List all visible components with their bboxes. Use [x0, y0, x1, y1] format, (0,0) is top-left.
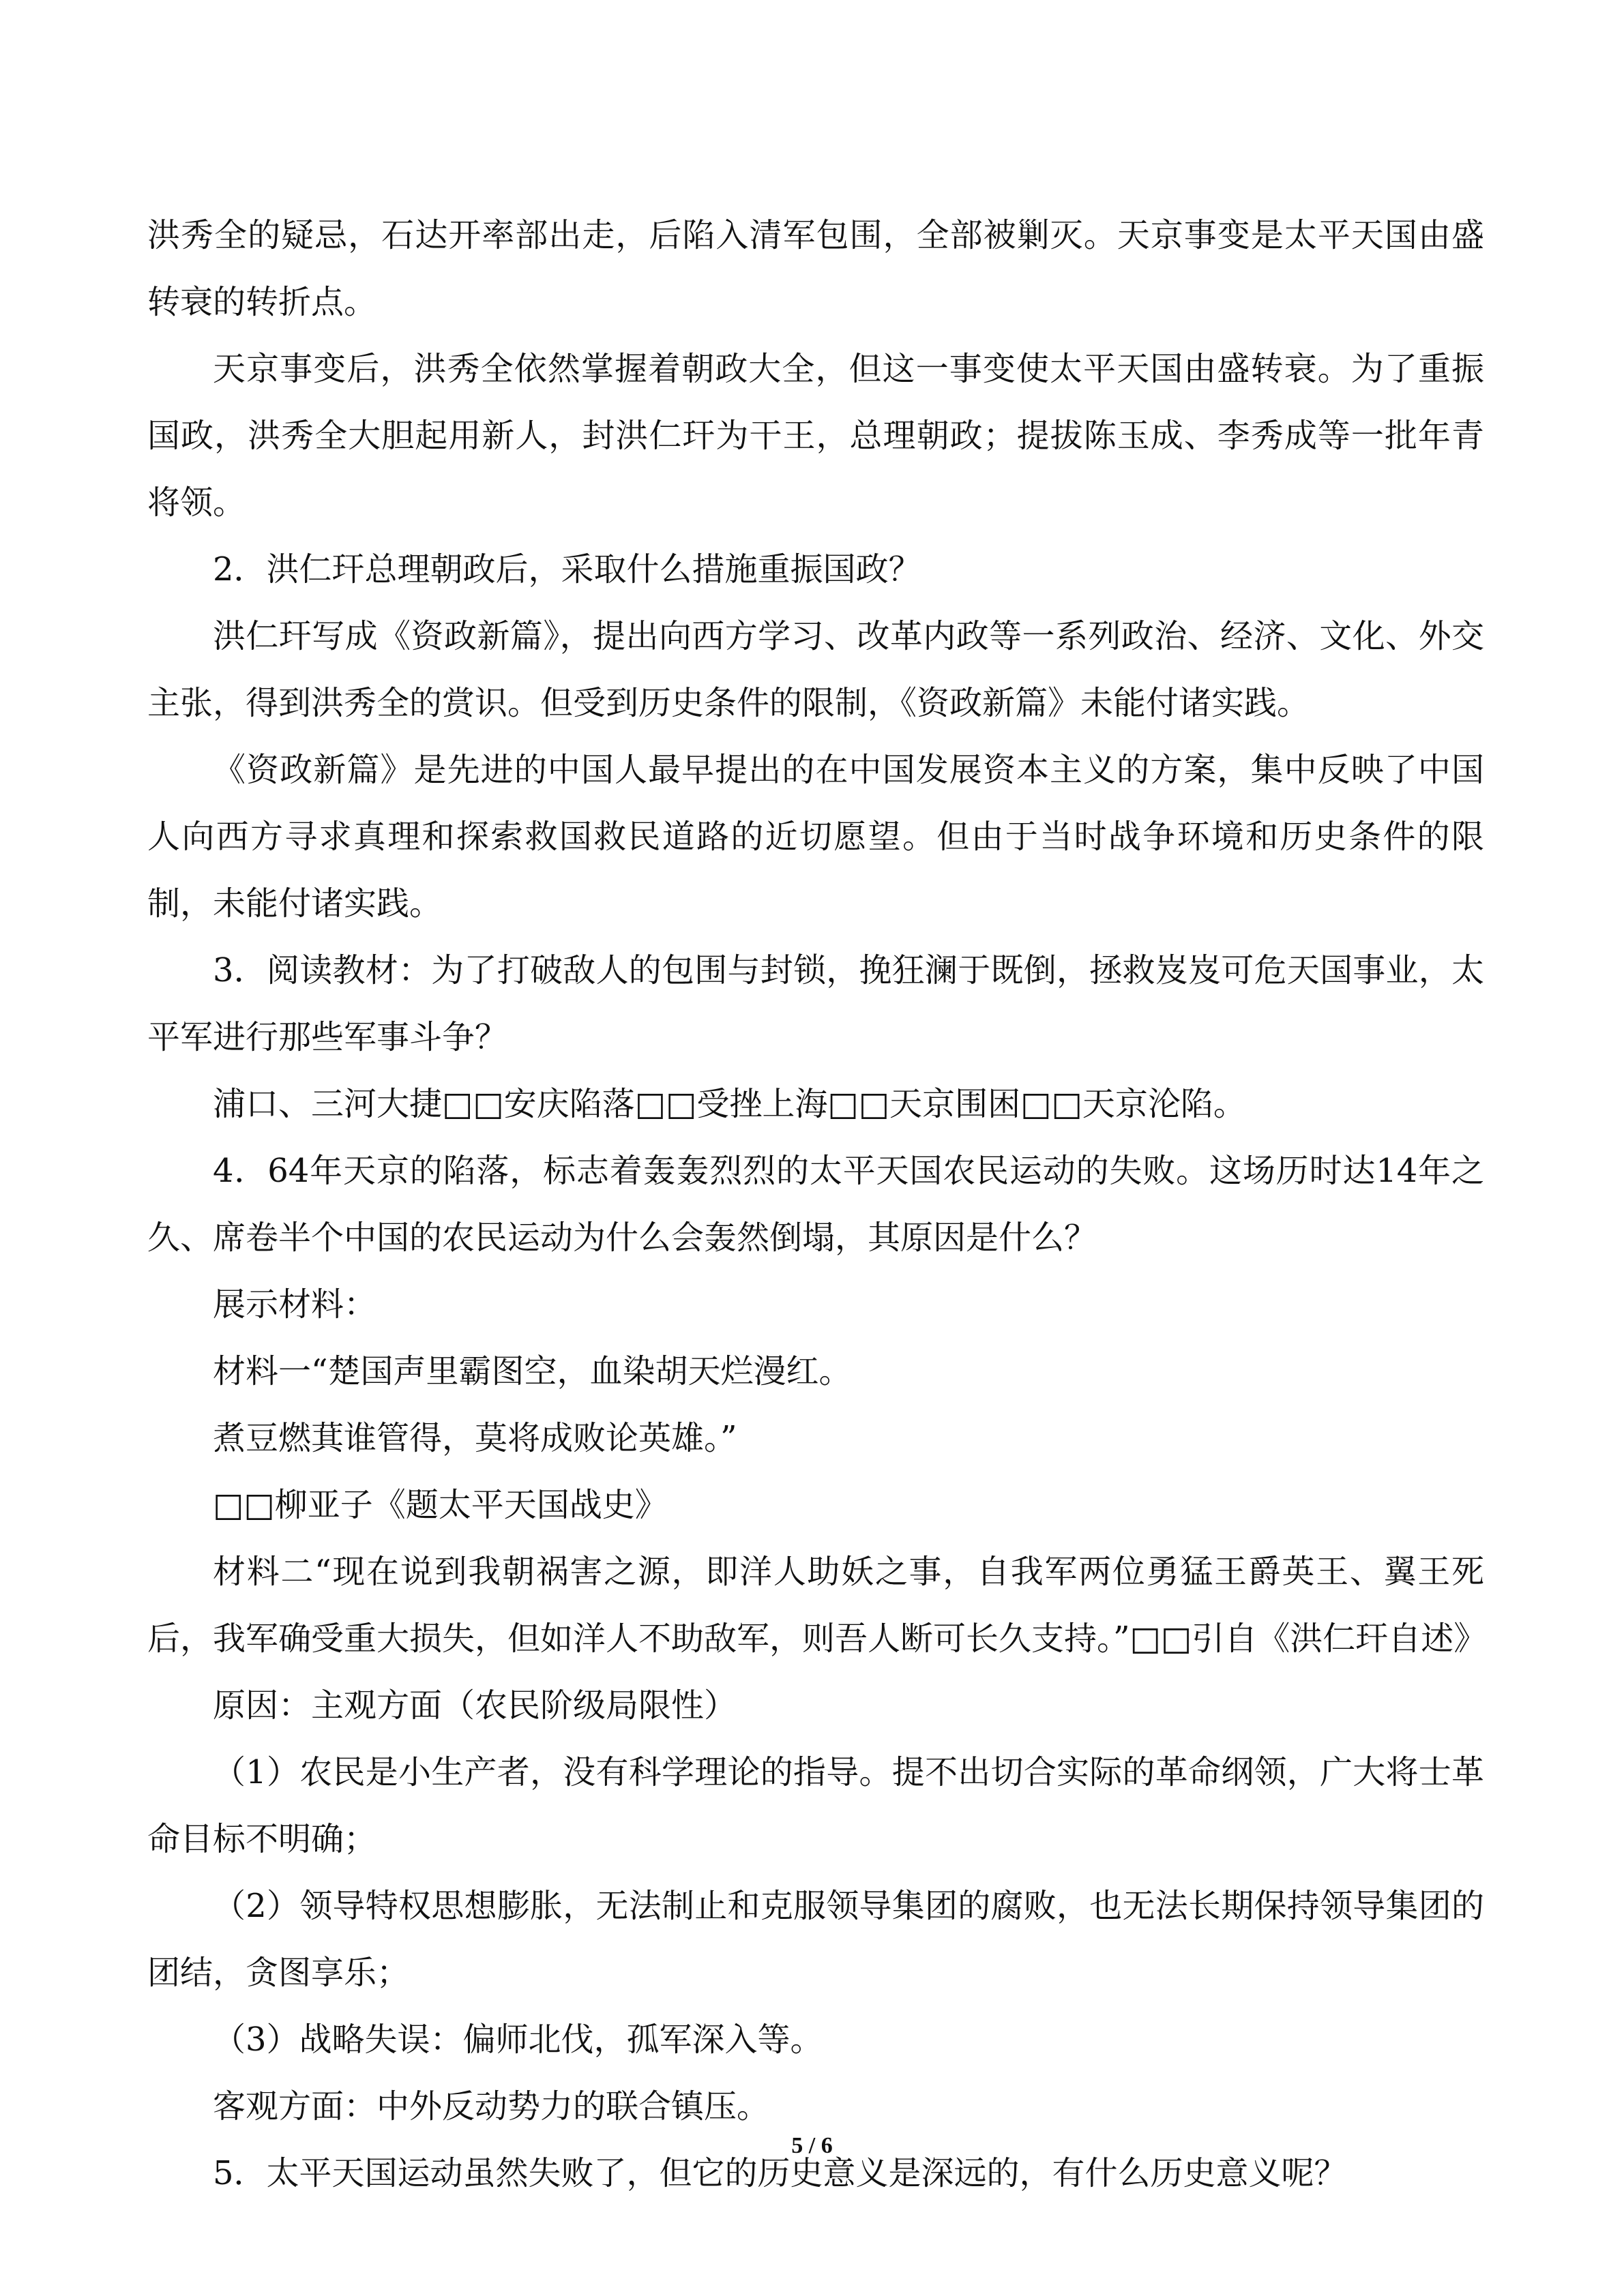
reason-3: （3）战略失误：偏师北伐，孤军深入等。: [213, 2021, 823, 2059]
material-1-line-1: 材料一“楚国声里霸图空，血染胡天烂漫红。: [213, 1352, 852, 1390]
paragraph-1: 洪秀全的疑忌，石达开率部出走，后陷入清军包围，全部被剿灭。天京事变是太平天国由盛转衰的转折点。: [147, 216, 1484, 321]
reasons-subjective: 原因：主观方面（农民阶级局限性）: [213, 1686, 737, 1725]
question-3: 3．阅读教材：为了打破敌人的包围与封锁，挽狂澜于既倒，拯救岌岌可危天国事业，太平军进行那些军事斗争？: [147, 951, 1484, 1056]
material-1-line-2: 煮豆燃萁谁管得，莫将成败论英雄。”: [213, 1419, 737, 1457]
reason-1: （1）农民是小生产者，没有科学理论的指导。提不出切合实际的革命纲领，广大将士革命目标不明确；: [147, 1753, 1484, 1858]
paragraph-5: 《资政新篇》是先进的中国人最早提出的在中国发展资本主义的方案，集中反映了中国人向西方寻求真理和探索救国救民道路的近切愿望。但由于当时战争环境和历史条件的限制，未能付诸实践。: [147, 751, 1484, 923]
page-number: 5 / 6: [791, 2133, 833, 2158]
material-2: 材料二“现在说到我朝祸害之源，即洋人助妖之事，自我军两位勇猛王爵英王、翼王死后，我军确受重大损失，但如洋人不助敌军，则吾人断可长久支持。”□□引自《洪仁玕自述》: [147, 1553, 1487, 1658]
reasons-objective: 客观方面：中外反动势力的联合镇压。: [213, 2087, 770, 2126]
question-5: 5．太平天国运动虽然失败了，但它的历史意义是深远的，有什么历史意义呢？: [213, 2154, 1347, 2192]
question-2: 2．洪仁玕总理朝政后，采取什么措施重振国政？: [213, 550, 921, 588]
paragraph-4: 洪仁玕写成《资政新篇》，提出向西方学习、改革内政等一系列政治、经济、文化、外交主张，得到洪秀全的赏识。但受到历史条件的限制，《资政新篇》未能付诸实践。: [147, 617, 1484, 722]
paragraph-2: 天京事变后，洪秀全依然掌握着朝政大全，但这一事变使太平天国由盛转衰。为了重振国政，洪秀全大胆起用新人，封洪仁玕为干王，总理朝政；提拔陈玉成、李秀成等一批年青将领。: [147, 350, 1484, 522]
paragraph-7: 浦口、三河大捷□□安庆陷落□□受挫上海□□天京围困□□天京沦陷。: [213, 1085, 1246, 1123]
material-1-source: □□柳亚子《题太平天国战史》: [213, 1486, 668, 1524]
paragraph-9: 展示材料：: [213, 1285, 377, 1324]
question-4: 4．64年天京的陷落，标志着轰轰烈烈的太平天国农民运动的失败。这场历时达14年之久、席卷半个中国的农民运动为什么会轰然倒塌，其原因是什么？: [147, 1152, 1484, 1257]
reason-2: （2）领导特权思想膨胀，无法制止和克服领导集团的腐败，也无法长期保持领导集团的团结，贪图享乐；: [147, 1887, 1484, 1992]
document-body: [147, 202, 1487, 2207]
